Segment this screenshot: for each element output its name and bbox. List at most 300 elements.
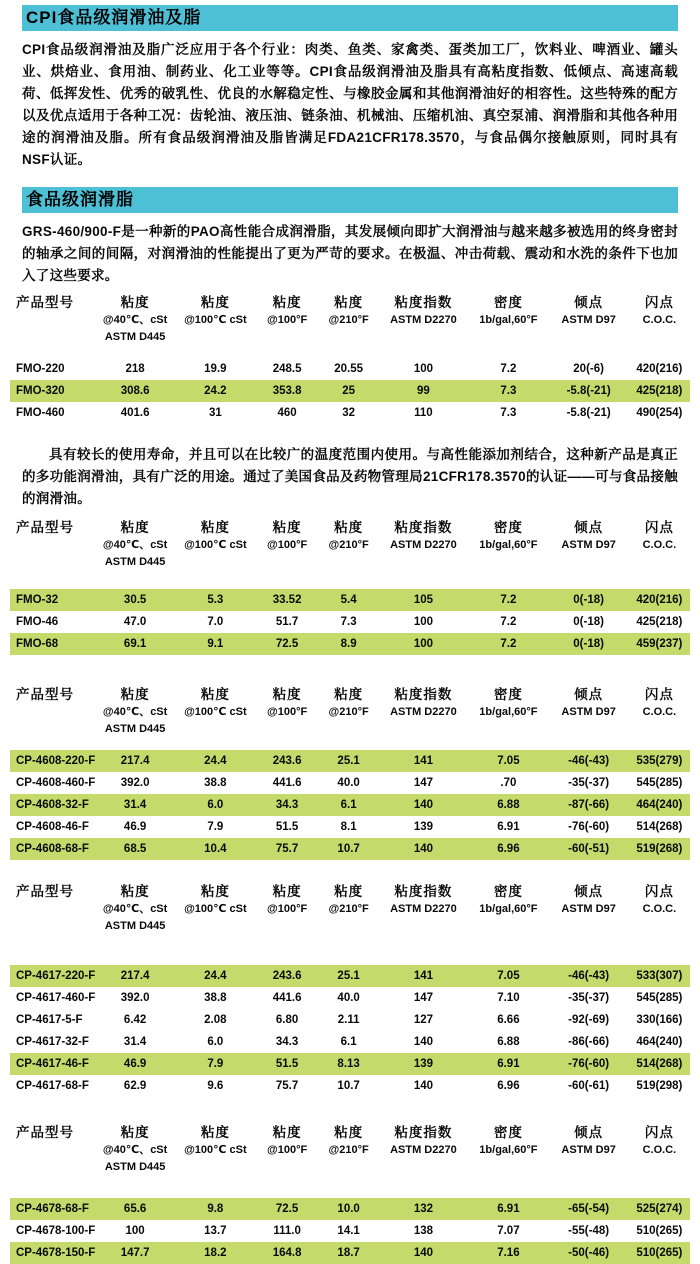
table-row <box>10 750 690 772</box>
value-cell: 147.7 <box>95 1242 175 1264</box>
value-cell: 40.0 <box>337 777 360 789</box>
value-cell: 68.5 <box>95 838 175 860</box>
header-gap <box>10 935 690 965</box>
column-header-subtitle: C.O.C. <box>642 1144 677 1156</box>
value-cell: 7.2 <box>500 363 517 375</box>
column-header-subtitle: @100°F <box>266 903 308 915</box>
table-row <box>10 402 690 424</box>
column-header <box>10 291 95 346</box>
fmo-lv-table <box>10 516 690 655</box>
table-row <box>10 589 690 611</box>
value-cell: 7.10 <box>497 992 520 1004</box>
product-model-cell: CP-4678-68-F <box>10 1198 95 1220</box>
value-cell: 72.5 <box>255 1198 318 1220</box>
column-header-subtitle: ASTM D97 <box>561 1144 616 1156</box>
value-cell: 62.9 <box>123 1080 147 1092</box>
value-cell: 100 <box>413 616 433 628</box>
value-cell: 460 <box>277 407 297 419</box>
product-model-cell: CP-4608-68-F <box>10 838 95 860</box>
column-header-subtitle: @40℃、cSt <box>102 1144 168 1156</box>
value-cell: 7.2 <box>500 616 517 628</box>
column-header-title: 粘度 <box>120 687 150 702</box>
column-header-title: 粘度 <box>200 884 230 899</box>
column-header-title: 粘度 <box>200 687 230 702</box>
value-cell: 248.5 <box>272 363 302 375</box>
column-header-subtitle: @40℃、cSt <box>102 539 168 551</box>
value-cell: .70 <box>500 777 517 789</box>
value-cell: 46.9 <box>95 1053 175 1075</box>
column-header <box>255 1121 318 1176</box>
value-cell: 6.66 <box>497 1014 520 1026</box>
column-header-title: 粘度 <box>200 295 230 310</box>
section-header-oils <box>22 5 678 31</box>
value-cell: 9.1 <box>175 633 255 655</box>
column-header-title: 倾点 <box>574 687 604 702</box>
section-title: CPI食品级润滑油及脂 <box>26 8 202 27</box>
column-header-title: 密度 <box>493 295 523 310</box>
value-cell: 308.6 <box>95 380 175 402</box>
value-cell: 24.2 <box>175 380 255 402</box>
column-header <box>255 516 318 571</box>
column-header-subtitle: @40℃、cSt <box>102 706 168 718</box>
value-cell: 127 <box>413 1014 433 1026</box>
value-cell: -60(-61) <box>568 1080 610 1092</box>
value-cell: 46.9 <box>123 821 147 833</box>
column-header-subtitle: @100℃ cSt <box>184 903 247 915</box>
value-cell: 140 <box>413 1080 433 1092</box>
column-header-subtitle: 1b/gal,60°F <box>479 539 538 551</box>
column-header-title: 闪点 <box>644 884 674 899</box>
value-cell: 7.16 <box>468 1242 548 1264</box>
table-row <box>10 794 690 816</box>
table-row <box>10 633 690 655</box>
column-header <box>549 1121 629 1176</box>
product-model-cell: CP-4617-32-F <box>16 1036 89 1048</box>
value-cell: 100 <box>379 633 469 655</box>
column-header <box>255 880 318 935</box>
column-header-subtitle: @100°F <box>266 314 308 326</box>
product-model-cell: FMO-32 <box>10 589 95 611</box>
table-row <box>10 1220 690 1242</box>
cp-4678-table <box>10 1121 690 1264</box>
column-header-subtitle: @100℃ cSt <box>184 1144 247 1156</box>
value-cell: 8.9 <box>319 633 379 655</box>
table-header-row <box>10 683 690 738</box>
value-cell: 138 <box>413 1225 433 1237</box>
value-cell: 18.2 <box>175 1242 255 1264</box>
value-cell: 33.52 <box>255 589 318 611</box>
table-row <box>10 1009 690 1031</box>
value-cell: 72.5 <box>255 633 318 655</box>
value-cell: -60(-51) <box>549 838 629 860</box>
value-cell: 6.91 <box>497 821 520 833</box>
value-cell: 7.05 <box>468 750 548 772</box>
column-header-subtitle: @210°F <box>328 314 369 326</box>
value-cell: 38.8 <box>204 777 227 789</box>
value-cell: 401.6 <box>120 407 150 419</box>
column-header-title: 粘度指数 <box>394 520 453 535</box>
value-cell: 6.0 <box>207 1036 224 1048</box>
column-header <box>468 880 548 935</box>
product-model-cell: FMO-220 <box>16 363 65 375</box>
column-header-subtitle: ASTM D2270 <box>390 1144 457 1156</box>
column-header-title: 粘度 <box>272 520 302 535</box>
column-header-title: 闪点 <box>644 295 674 310</box>
value-cell: 217.4 <box>95 750 175 772</box>
column-header-subtitle: 1b/gal,60°F <box>479 903 538 915</box>
column-header-subtitle: 1b/gal,60°F <box>479 1144 538 1156</box>
grease-intro-paragraph: GRS-460/900-F是一种新的PAO高性能合成润滑脂，其发展倾向即扩大润滑油与越来越多被选用的终身密封的轴承之间的间隔，对润滑油的性能提出了更为严苛的要求。在极温、冲击荷载、震动和水洗的条件下也加入了这些要求。 <box>22 224 678 283</box>
column-header <box>379 1121 469 1176</box>
value-cell: 34.3 <box>255 794 318 816</box>
value-cell: 6.88 <box>468 794 548 816</box>
product-model-cell: FMO-46 <box>16 616 59 628</box>
column-header-subtitle: @100℃ cSt <box>184 706 247 718</box>
value-cell: 9.6 <box>207 1080 224 1092</box>
column-header-title: 粘度 <box>200 520 230 535</box>
column-header <box>468 1121 548 1176</box>
column-header-subtitle: C.O.C. <box>642 903 677 915</box>
value-cell: 65.6 <box>95 1198 175 1220</box>
value-cell: 20(-6) <box>573 363 604 375</box>
value-cell: 24.4 <box>175 965 255 987</box>
column-header-title: 粘度 <box>334 520 364 535</box>
column-header-subtitle: @40℃、cSt <box>102 903 168 915</box>
value-cell: 0(-18) <box>549 589 629 611</box>
column-header <box>549 516 629 571</box>
table-row <box>10 1031 690 1053</box>
value-cell: 75.7 <box>255 838 318 860</box>
value-cell: 8.1 <box>340 821 357 833</box>
column-header-subtitle: @210°F <box>328 1144 369 1156</box>
column-header-title: 粘度 <box>334 687 364 702</box>
value-cell: -92(-69) <box>568 1014 610 1026</box>
table-row <box>10 358 690 380</box>
column-header-subtitle: ASTM D97 <box>561 903 616 915</box>
value-cell: 30.5 <box>95 589 175 611</box>
value-cell: 243.6 <box>255 965 318 987</box>
column-header <box>468 516 548 571</box>
product-model-cell: CP-4608-220-F <box>10 750 95 772</box>
value-cell: 147 <box>413 992 433 1004</box>
value-cell: 139 <box>379 1053 469 1075</box>
value-cell: 9.8 <box>175 1198 255 1220</box>
column-header-subtitle: ASTM D2270 <box>390 314 457 326</box>
column-header-title: 粘度指数 <box>394 1125 453 1140</box>
value-cell: 10.0 <box>319 1198 379 1220</box>
value-cell: 6.96 <box>497 1080 520 1092</box>
value-cell: 533(307) <box>629 965 690 987</box>
value-cell: 111.0 <box>273 1225 301 1237</box>
column-header-title: 产品型号 <box>16 520 74 535</box>
value-cell: 139 <box>413 821 433 833</box>
value-cell: 519(298) <box>636 1080 683 1092</box>
column-header <box>95 880 175 935</box>
column-header-title: 闪点 <box>644 520 674 535</box>
value-cell: -35(-37) <box>568 777 610 789</box>
value-cell: 441.6 <box>272 992 302 1004</box>
column-header-title: 产品型号 <box>16 295 74 310</box>
value-cell: 25.1 <box>319 750 379 772</box>
column-header <box>549 683 629 738</box>
value-cell: 141 <box>379 965 469 987</box>
table-row <box>10 838 690 860</box>
value-cell: 425(218) <box>636 616 683 628</box>
value-cell: 69.1 <box>95 633 175 655</box>
product-model-cell: CP-4617-220-F <box>10 965 95 987</box>
value-cell: 10.4 <box>175 838 255 860</box>
column-header-title: 闪点 <box>644 687 674 702</box>
value-cell: 19.9 <box>204 363 227 375</box>
value-cell: 140 <box>413 1036 433 1048</box>
table-row <box>10 1053 690 1075</box>
value-cell: 490(254) <box>636 407 683 419</box>
product-model-cell: CP-4617-68-F <box>16 1080 89 1092</box>
column-header <box>319 880 379 935</box>
column-header-title: 倾点 <box>574 520 604 535</box>
value-cell: 545(285) <box>636 992 683 1004</box>
column-header-subtitle: 1b/gal,60°F <box>479 314 538 326</box>
value-cell: -87(-66) <box>549 794 629 816</box>
value-cell: 34.3 <box>275 1036 299 1048</box>
column-header-title: 产品型号 <box>16 687 74 702</box>
value-cell: 164.8 <box>255 1242 318 1264</box>
product-model-cell: CP-4617-46-F <box>10 1053 95 1075</box>
table-row <box>10 1242 690 1264</box>
spec-table <box>10 291 690 424</box>
value-cell: 392.0 <box>120 777 150 789</box>
column-header <box>629 683 690 738</box>
product-model-cell: CP-4617-5-F <box>16 1014 83 1026</box>
spec-table <box>10 1121 690 1264</box>
value-cell: 31.4 <box>95 794 175 816</box>
value-cell: 40.0 <box>337 992 360 1004</box>
value-cell: 6.42 <box>123 1014 147 1026</box>
value-cell: -50(-46) <box>549 1242 629 1264</box>
table-row <box>10 965 690 987</box>
column-header <box>549 880 629 935</box>
value-cell: 464(240) <box>629 794 690 816</box>
value-cell: 10.7 <box>319 838 379 860</box>
value-cell: 243.6 <box>255 750 318 772</box>
fmo-hv-table <box>10 291 690 424</box>
value-cell: 51.7 <box>275 616 299 628</box>
column-header-subtitle: ASTM D97 <box>561 314 616 326</box>
value-cell: 100 <box>413 363 433 375</box>
column-header <box>549 291 629 346</box>
product-model-cell: CP-4617-460-F <box>16 992 96 1004</box>
value-cell: -46(-43) <box>549 965 629 987</box>
value-cell: 7.05 <box>468 965 548 987</box>
table-header-row <box>10 1121 690 1176</box>
value-cell: 25 <box>319 380 379 402</box>
value-cell: 2.08 <box>204 1014 227 1026</box>
value-cell: 18.7 <box>319 1242 379 1264</box>
column-header-title: 产品型号 <box>16 884 74 899</box>
table-header-row <box>10 291 690 346</box>
column-header-title: 粘度 <box>272 687 302 702</box>
column-header <box>10 683 95 738</box>
cp-4617-table <box>10 880 690 1097</box>
column-header-title: 密度 <box>493 1125 523 1140</box>
value-cell: 7.3 <box>468 380 548 402</box>
value-cell: 13.7 <box>204 1225 227 1237</box>
column-header <box>629 880 690 935</box>
product-model-cell: CP-4678-150-F <box>10 1242 95 1264</box>
value-cell: 525(274) <box>629 1198 690 1220</box>
table-row <box>10 1075 690 1097</box>
column-header-subtitle: @40℃、cSt <box>102 314 168 326</box>
column-header <box>175 1121 255 1176</box>
column-header <box>629 1121 690 1176</box>
column-header-subtitle: ASTM D445 <box>104 331 166 343</box>
value-cell: 140 <box>379 794 469 816</box>
value-cell: -76(-60) <box>549 1053 629 1075</box>
value-cell: 5.3 <box>175 589 255 611</box>
column-header-title: 倾点 <box>574 884 604 899</box>
value-cell: 7.9 <box>175 1053 255 1075</box>
column-header-subtitle: @210°F <box>328 706 369 718</box>
value-cell: 25.1 <box>319 965 379 987</box>
column-header <box>319 516 379 571</box>
value-cell: 140 <box>379 1242 469 1264</box>
value-cell: -55(-48) <box>568 1225 610 1237</box>
value-cell: 353.8 <box>255 380 318 402</box>
oils-intro-paragraph: CPI食品级润滑油及脂广泛应用于各个行业：肉类、鱼类、家禽类、蛋类加工厂，饮料业、啤酒业、罐头业、烘焙业、食用油、制药业、化工业等等。CPI食品级润滑油及脂具有高粘度指数、低倾点、高速高载荷、低挥发性、优秀的破乳性、优良的水解稳定性、与橡胶金属和其他润滑油好的相容性。这些特殊的配方以及优点适用于各种工况：齿轮油、液压油、链条油、机械油、压缩机油、真空泵浦、润滑脂和其他各种用途的润滑油及脂。所有食品级润滑油及脂皆满足FDA21CFR178.3570，与食品偶尔接触原则，同时具有NSF认证。 <box>22 42 678 167</box>
value-cell: -5.8(-21) <box>549 380 629 402</box>
column-header-subtitle: ASTM D445 <box>104 556 166 568</box>
value-cell: 51.5 <box>255 1053 318 1075</box>
value-cell: 217.4 <box>95 965 175 987</box>
value-cell: 100 <box>125 1225 145 1237</box>
column-header <box>468 683 548 738</box>
table-row <box>10 816 690 838</box>
table-row <box>10 611 690 633</box>
column-header-subtitle: ASTM D97 <box>561 706 616 718</box>
column-header-subtitle: @100°F <box>266 706 308 718</box>
column-header-subtitle: C.O.C. <box>642 539 677 551</box>
value-cell: 7.9 <box>207 821 224 833</box>
value-cell: 6.80 <box>275 1014 299 1026</box>
column-header-title: 粘度指数 <box>394 884 453 899</box>
value-cell: 141 <box>379 750 469 772</box>
column-header <box>175 516 255 571</box>
header-gap <box>10 571 690 589</box>
spec-table <box>10 683 690 860</box>
product-model-cell: FMO-460 <box>16 407 65 419</box>
column-header <box>379 880 469 935</box>
column-header <box>255 683 318 738</box>
column-header-title: 粘度 <box>272 884 302 899</box>
datasheet-page <box>0 5 700 1259</box>
value-cell: 2.11 <box>337 1014 360 1026</box>
table-header-row <box>10 516 690 571</box>
value-cell: 38.8 <box>204 992 227 1004</box>
value-cell: 510(265) <box>629 1242 690 1264</box>
value-cell: -65(-54) <box>549 1198 629 1220</box>
value-cell: 519(268) <box>629 838 690 860</box>
column-header-subtitle: @210°F <box>328 539 369 551</box>
column-header <box>10 516 95 571</box>
column-header-title: 粘度 <box>334 884 364 899</box>
value-cell: -5.8(-21) <box>566 407 611 419</box>
column-header <box>10 880 95 935</box>
value-cell: 420(216) <box>636 363 683 375</box>
value-cell: 6.0 <box>175 794 255 816</box>
column-header-subtitle: ASTM D2270 <box>390 539 457 551</box>
value-cell: 6.91 <box>468 1053 548 1075</box>
column-header <box>319 683 379 738</box>
column-header-title: 粘度 <box>120 1125 150 1140</box>
value-cell: 330(166) <box>636 1014 683 1026</box>
value-cell: 7.2 <box>468 589 548 611</box>
column-header-subtitle: ASTM D2270 <box>390 706 457 718</box>
value-cell: 75.7 <box>275 1080 299 1092</box>
value-cell: 7.2 <box>468 633 548 655</box>
product-model-cell: FMO-68 <box>10 633 95 655</box>
table-row <box>10 380 690 402</box>
column-header-title: 粘度 <box>334 295 364 310</box>
table-header-row <box>10 880 690 935</box>
value-cell: 140 <box>379 838 469 860</box>
product-model-cell: CP-4608-32-F <box>10 794 95 816</box>
header-gap <box>10 1176 690 1198</box>
value-cell: 31 <box>208 407 222 419</box>
value-cell: 535(279) <box>629 750 690 772</box>
column-header-subtitle: ASTM D445 <box>104 723 166 735</box>
fmo-description-paragraph: 具有较长的使用寿命，并且可以在比较广的温度范围内使用。与高性能添加剂结合，这种新产品是真正的多功能润滑油，具有广泛的用途。通过了美国食品及药物管理局21CFR178.3570的认证——可与食品接触的润滑油。 <box>22 447 678 506</box>
value-cell: 14.1 <box>337 1225 360 1237</box>
value-cell: 6.91 <box>468 1198 548 1220</box>
column-header <box>319 1121 379 1176</box>
column-header-subtitle: @100°F <box>266 1144 308 1156</box>
value-cell: 51.5 <box>275 821 299 833</box>
column-header-title: 粘度 <box>120 884 150 899</box>
column-header <box>175 683 255 738</box>
column-header-title: 密度 <box>493 520 523 535</box>
value-cell: 10.7 <box>337 1080 360 1092</box>
table-row <box>10 987 690 1009</box>
section-header-grease <box>22 187 678 213</box>
column-header <box>10 1121 95 1176</box>
value-cell: 7.0 <box>207 616 224 628</box>
value-cell: 218 <box>125 363 145 375</box>
value-cell: 32 <box>342 407 356 419</box>
column-header-title: 密度 <box>493 884 523 899</box>
column-header <box>95 291 175 346</box>
value-cell: 6.96 <box>468 838 548 860</box>
value-cell: 5.4 <box>319 589 379 611</box>
column-header-subtitle: C.O.C. <box>642 314 677 326</box>
value-cell: 99 <box>379 380 469 402</box>
column-header <box>95 683 175 738</box>
column-header-subtitle: @210°F <box>328 903 369 915</box>
table-row <box>10 772 690 794</box>
column-header <box>629 291 690 346</box>
spec-table <box>10 880 690 1097</box>
column-header-title: 粘度 <box>272 295 302 310</box>
value-cell: 6.1 <box>319 794 379 816</box>
column-header-title: 粘度 <box>334 1125 364 1140</box>
column-header <box>379 516 469 571</box>
column-header <box>629 516 690 571</box>
value-cell: 20.55 <box>334 363 363 375</box>
value-cell: 110 <box>414 407 433 419</box>
value-cell: 132 <box>379 1198 469 1220</box>
column-header-title: 粘度指数 <box>394 295 453 310</box>
section-title: 食品级润滑脂 <box>26 190 134 209</box>
column-header-title: 粘度 <box>120 295 150 310</box>
